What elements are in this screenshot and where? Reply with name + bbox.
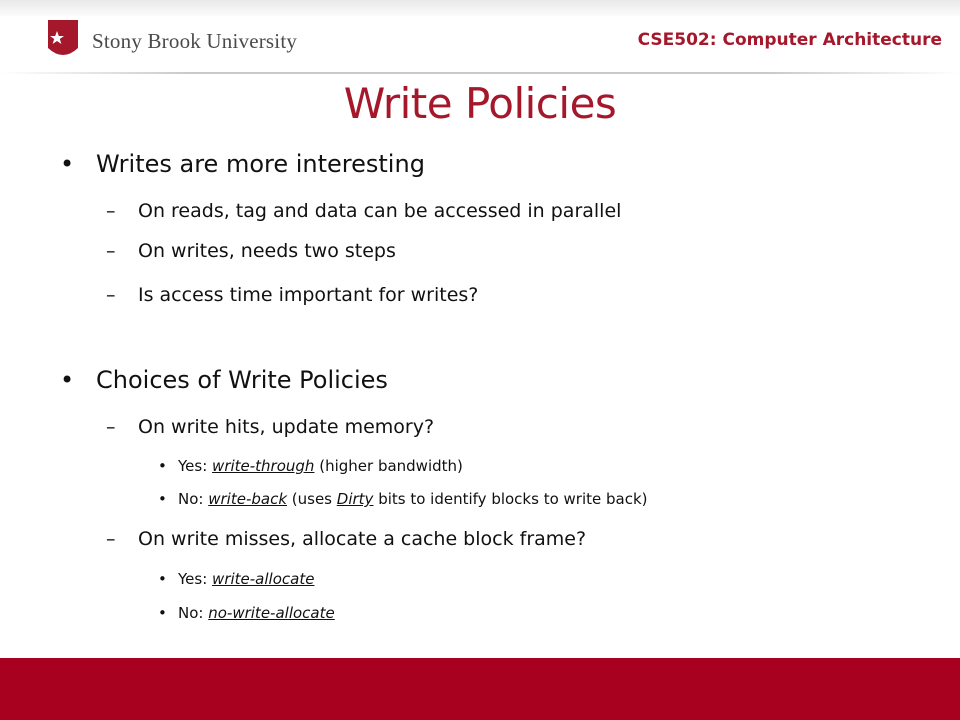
bullet-suffix: bits to identify blocks to write back) <box>373 490 648 508</box>
dash-marker: – <box>106 416 116 438</box>
bullet-item <box>60 150 425 178</box>
bullet-marker: • <box>60 366 75 394</box>
sub-bullet-text: Is access time important for writes? <box>138 284 479 306</box>
sub-sub-bullet-item <box>158 457 463 475</box>
bullet-text: Choices of Write Policies <box>96 366 388 394</box>
sub-bullet-item <box>106 416 435 438</box>
dash-marker: – <box>106 200 116 222</box>
bullet-prefix: Yes: <box>178 570 213 588</box>
dash-marker: – <box>106 284 116 306</box>
bullet-prefix: No: <box>178 604 209 622</box>
sub-bullet-item <box>106 240 396 262</box>
term-write-through: write-through <box>212 457 315 475</box>
sub-bullet-item <box>106 200 622 222</box>
bullet-marker: • <box>158 457 167 475</box>
bullet-marker: • <box>60 150 75 178</box>
term-dirty: Dirty <box>336 490 374 508</box>
sub-bullet-item <box>106 528 587 550</box>
bullet-prefix: Yes: <box>178 457 213 475</box>
bullet-middle: (uses <box>287 490 337 508</box>
course-title: CSE502: Computer Architecture <box>637 30 942 50</box>
top-band <box>0 0 960 16</box>
term-write-back: write-back <box>208 490 288 508</box>
sub-sub-bullet-item <box>158 570 315 588</box>
term-no-write-allocate: no-write-allocate <box>208 604 335 622</box>
sub-bullet-text: On writes, needs two steps <box>138 240 396 262</box>
bullet-prefix: No: <box>178 490 209 508</box>
dash-marker: – <box>106 240 116 262</box>
bullet-suffix: (higher bandwidth) <box>314 457 463 475</box>
bullet-marker: • <box>158 490 167 508</box>
sub-bullet-item <box>106 284 479 306</box>
term-write-allocate: write-allocate <box>212 570 315 588</box>
sub-sub-bullet-item <box>158 490 648 508</box>
logo-text: Stony Brook University <box>92 28 298 53</box>
dash-marker: – <box>106 528 116 550</box>
sub-sub-bullet-item <box>158 604 335 622</box>
bullet-marker: • <box>158 570 167 588</box>
footer-bar <box>0 658 960 720</box>
university-logo <box>46 16 297 66</box>
slide-title: Write Policies <box>343 79 617 128</box>
sub-bullet-text: On reads, tag and data can be accessed in parallel <box>138 200 622 222</box>
bullet-item <box>60 366 388 394</box>
sub-bullet-text: On write hits, update memory? <box>138 416 435 438</box>
bullet-marker: • <box>158 604 167 622</box>
bullet-text: Writes are more interesting <box>96 150 425 178</box>
sub-bullet-text: On write misses, allocate a cache block frame? <box>138 528 587 550</box>
shield-star-icon <box>46 18 80 64</box>
